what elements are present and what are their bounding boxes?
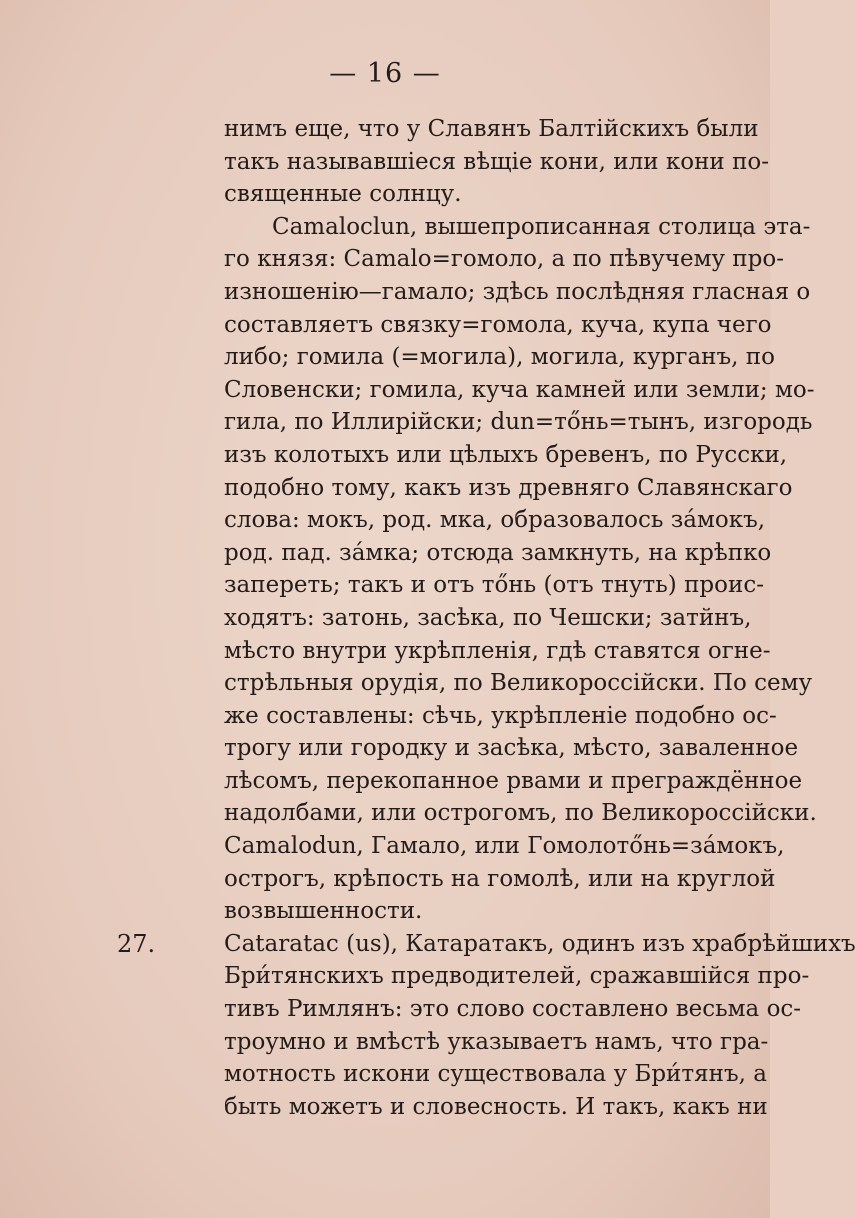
text-line: Словенски; гомила, куча камней или земли; мо- [224, 376, 815, 403]
text-line: стрѣльныя орудія, по Великороссійски. По сему [224, 670, 813, 697]
text-line: род. пад. зáмка; отсюда замкнуть, на крѣпко [224, 539, 772, 566]
text-line: острогъ, крѣпость на гомолѣ, или на круглой [224, 865, 776, 892]
text-line: священные солнцу. [224, 181, 462, 208]
text-line: тивъ Римлянъ: это слово составлено весьма ос- [224, 996, 802, 1023]
text-line: го князя: Camalo=гомоло, а по пѣвучему про- [224, 246, 784, 273]
text-line: быть можетъ и словесность. И такъ, какъ ни [224, 1093, 768, 1120]
text-line: нимъ еще, что у Славянъ Балтійскихъ были [224, 116, 759, 142]
text-line: Camaloclun, вышепрописанная столица эта- [272, 213, 811, 240]
footnote-first-line [117, 928, 856, 961]
text-line: изношенію—гамало; здѣсь послѣдняя гласная о [224, 278, 811, 305]
text-line: запереть; такъ и отъ тőнь (отъ тнуть) проис- [224, 572, 764, 599]
text-line: же составлены: сѣчь, укрѣпленіе подобно ос- [224, 702, 777, 729]
page-number: — 16 — [329, 58, 441, 89]
text-line: возвышенности. [224, 898, 423, 925]
text-line: либо; гомила (=могила), могила, курганъ, по [224, 344, 775, 371]
text-line: лѣсомъ, перекопанное рвами и преграждённое [224, 767, 803, 794]
footnote-text: Cataratac (us), Катаратакъ, одинъ изъ храбрѣйшихъ [224, 930, 856, 957]
main-text [117, 113, 856, 1123]
text-line: мѣсто внутри укрѣпленія, гдѣ ставятся огне- [224, 637, 771, 664]
text-line: составляетъ связку=гомола, куча, купа чего [224, 311, 772, 338]
text-line: изъ колотыхъ или цѣлыхъ бревенъ, по Русски, [224, 441, 788, 468]
text-line: слова: мокъ, род. мка, образовалось зáмокъ, [224, 507, 766, 534]
footnote-number: 27. [117, 929, 156, 958]
text-line: Camalodun, Гамало, или Гомолотőнь=зáмокъ, [224, 833, 785, 860]
text-line: такъ называвшіеся вѣщіе кони, или кони по- [224, 148, 770, 175]
text-line: троумно и вмѣстѣ указываетъ намъ, что гра- [224, 1028, 769, 1055]
text-line: Бри́тянскихъ предводителей, сражавшійся про- [224, 963, 810, 990]
text-line: надолбами, или острогомъ, по Великороссійски. [224, 800, 817, 827]
text-line: ходятъ: затонь, засѣка, по Чешски; затйнъ, [224, 604, 752, 631]
text-line: мотность искони существовала у Бри́тянъ, а [224, 1061, 767, 1088]
text-line: гила, по Иллирійски; dun=тőнь=тынъ, изгородь [224, 409, 813, 436]
text-line: подобно тому, какъ изъ древняго Славянскаго [224, 474, 793, 501]
text-line: трогу или городку и засѣка, мѣсто, заваленное [224, 735, 799, 762]
